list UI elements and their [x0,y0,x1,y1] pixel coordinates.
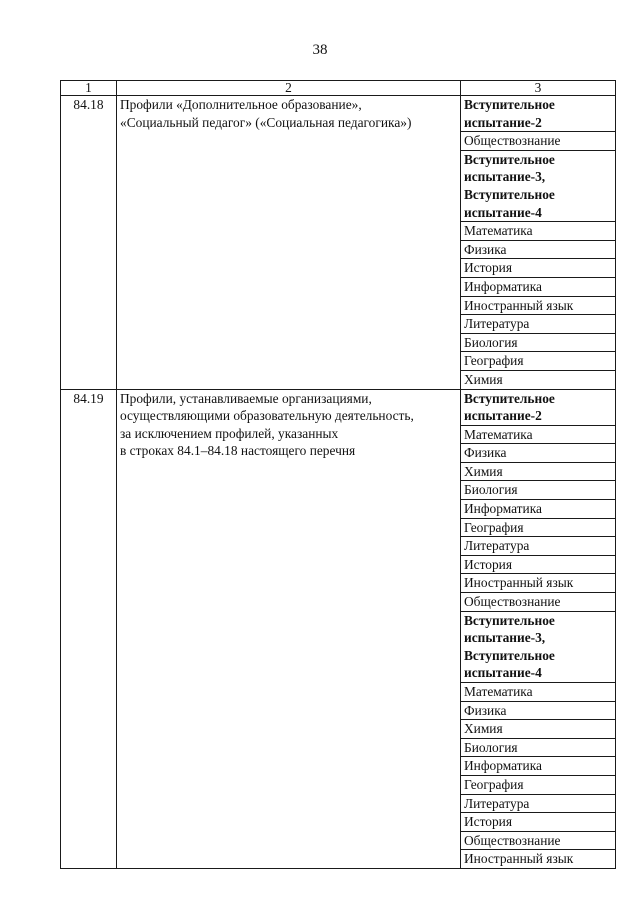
subject-cell [461,259,616,278]
description-line: за исключением профилей, указанных [120,425,339,441]
subject-cell [461,500,616,519]
exam-group-label: испытание-3, [464,169,546,185]
subject-cell [461,813,616,832]
subject-cell [461,333,616,352]
exam-group-label: испытание-2 [464,114,542,130]
subject-cell [461,683,616,702]
subject-name: История [464,814,513,830]
subject-cell [461,757,616,776]
column-header-2: 2 [117,81,461,96]
row-description [117,96,461,390]
exam-group-header [461,611,616,682]
subject-name: Иностранный язык [464,575,574,591]
subject-name: История [464,556,513,572]
subject-name: Иностранный язык [464,297,574,313]
exam-group-label: испытание-2 [464,408,542,424]
subject-cell [461,720,616,739]
subject-cell [461,296,616,315]
subject-cell [461,222,616,241]
subject-cell [461,794,616,813]
exam-group-label: Вступительное [464,390,555,406]
subject-name: Математика [464,684,533,699]
subject-cell [461,738,616,757]
subject-cell [461,850,616,869]
header-row [61,81,616,96]
subject-cell [461,370,616,389]
subject-name: Химия [464,463,503,479]
subject-name: Обществознание [464,594,561,610]
table-row [61,389,616,425]
exam-group-label: Вступительное [464,612,555,628]
description-line: осуществляющими образовательную деятельность, [120,408,414,424]
subject-name: Литература [464,795,530,811]
subject-name: Биология [464,334,518,350]
description-line: «Социальный педагог» («Социальная педагогика») [120,114,412,130]
description-line: Профили «Дополнительное образование», [120,97,362,112]
subject-name: История [464,260,513,276]
subject-cell [461,537,616,556]
subject-cell [461,240,616,259]
exam-group-label: испытание-4 [464,665,542,681]
subject-name: Информатика [464,758,542,774]
subject-cell [461,593,616,612]
subject-name: Математика [464,426,533,442]
subject-name: Обществознание [464,133,561,149]
subject-name: Информатика [464,501,542,517]
exam-group-label: Вступительное [464,186,555,202]
subject-cell [461,315,616,334]
table-row [61,96,616,132]
subject-cell [461,132,616,151]
subject-name: География [464,776,524,792]
table-body [61,96,616,869]
subject-name: География [464,353,524,369]
column-header-1: 1 [61,81,117,96]
exam-group-label: Вступительное [464,647,555,663]
exam-group-label: испытание-4 [464,204,542,220]
subject-cell [461,831,616,850]
subject-name: Математика [464,223,533,239]
subject-cell [461,277,616,296]
subject-cell [461,444,616,463]
row-code: 84.19 [61,389,117,868]
subject-cell [461,518,616,537]
subject-cell [461,425,616,444]
exam-group-header [461,150,616,221]
subject-cell [461,775,616,794]
subject-name: Иностранный язык [464,851,574,867]
exam-group-header [461,96,616,132]
row-description [117,389,461,868]
exam-group-header [461,389,616,425]
row-code: 84.18 [61,96,117,390]
subject-cell [461,462,616,481]
requirements-table [60,80,616,869]
subject-cell [461,701,616,720]
exam-group-label: Вступительное [464,151,555,167]
page-number: 38 [312,42,328,58]
exam-group-label: испытание-3, [464,630,546,646]
subject-name: Химия [464,721,503,737]
subject-name: Литература [464,538,530,554]
subject-name: Физика [464,445,507,461]
subject-cell [461,481,616,500]
subject-name: Химия [464,371,503,387]
exam-group-label: Вступительное [464,97,555,112]
subject-name: География [464,519,524,535]
subject-name: Обществознание [464,832,561,848]
subject-name: Информатика [464,278,542,294]
subject-name: Физика [464,702,507,718]
subject-name: Литература [464,316,530,332]
description-line: Профили, устанавливаемые организациями, [120,390,372,406]
subject-cell [461,352,616,371]
subject-cell [461,555,616,574]
subject-name: Биология [464,482,518,498]
subject-name: Физика [464,241,507,257]
description-line: в строках 84.1–84.18 настоящего перечня [120,443,356,459]
subject-cell [461,574,616,593]
column-header-3: 3 [461,81,616,96]
subject-name: Биология [464,739,518,755]
